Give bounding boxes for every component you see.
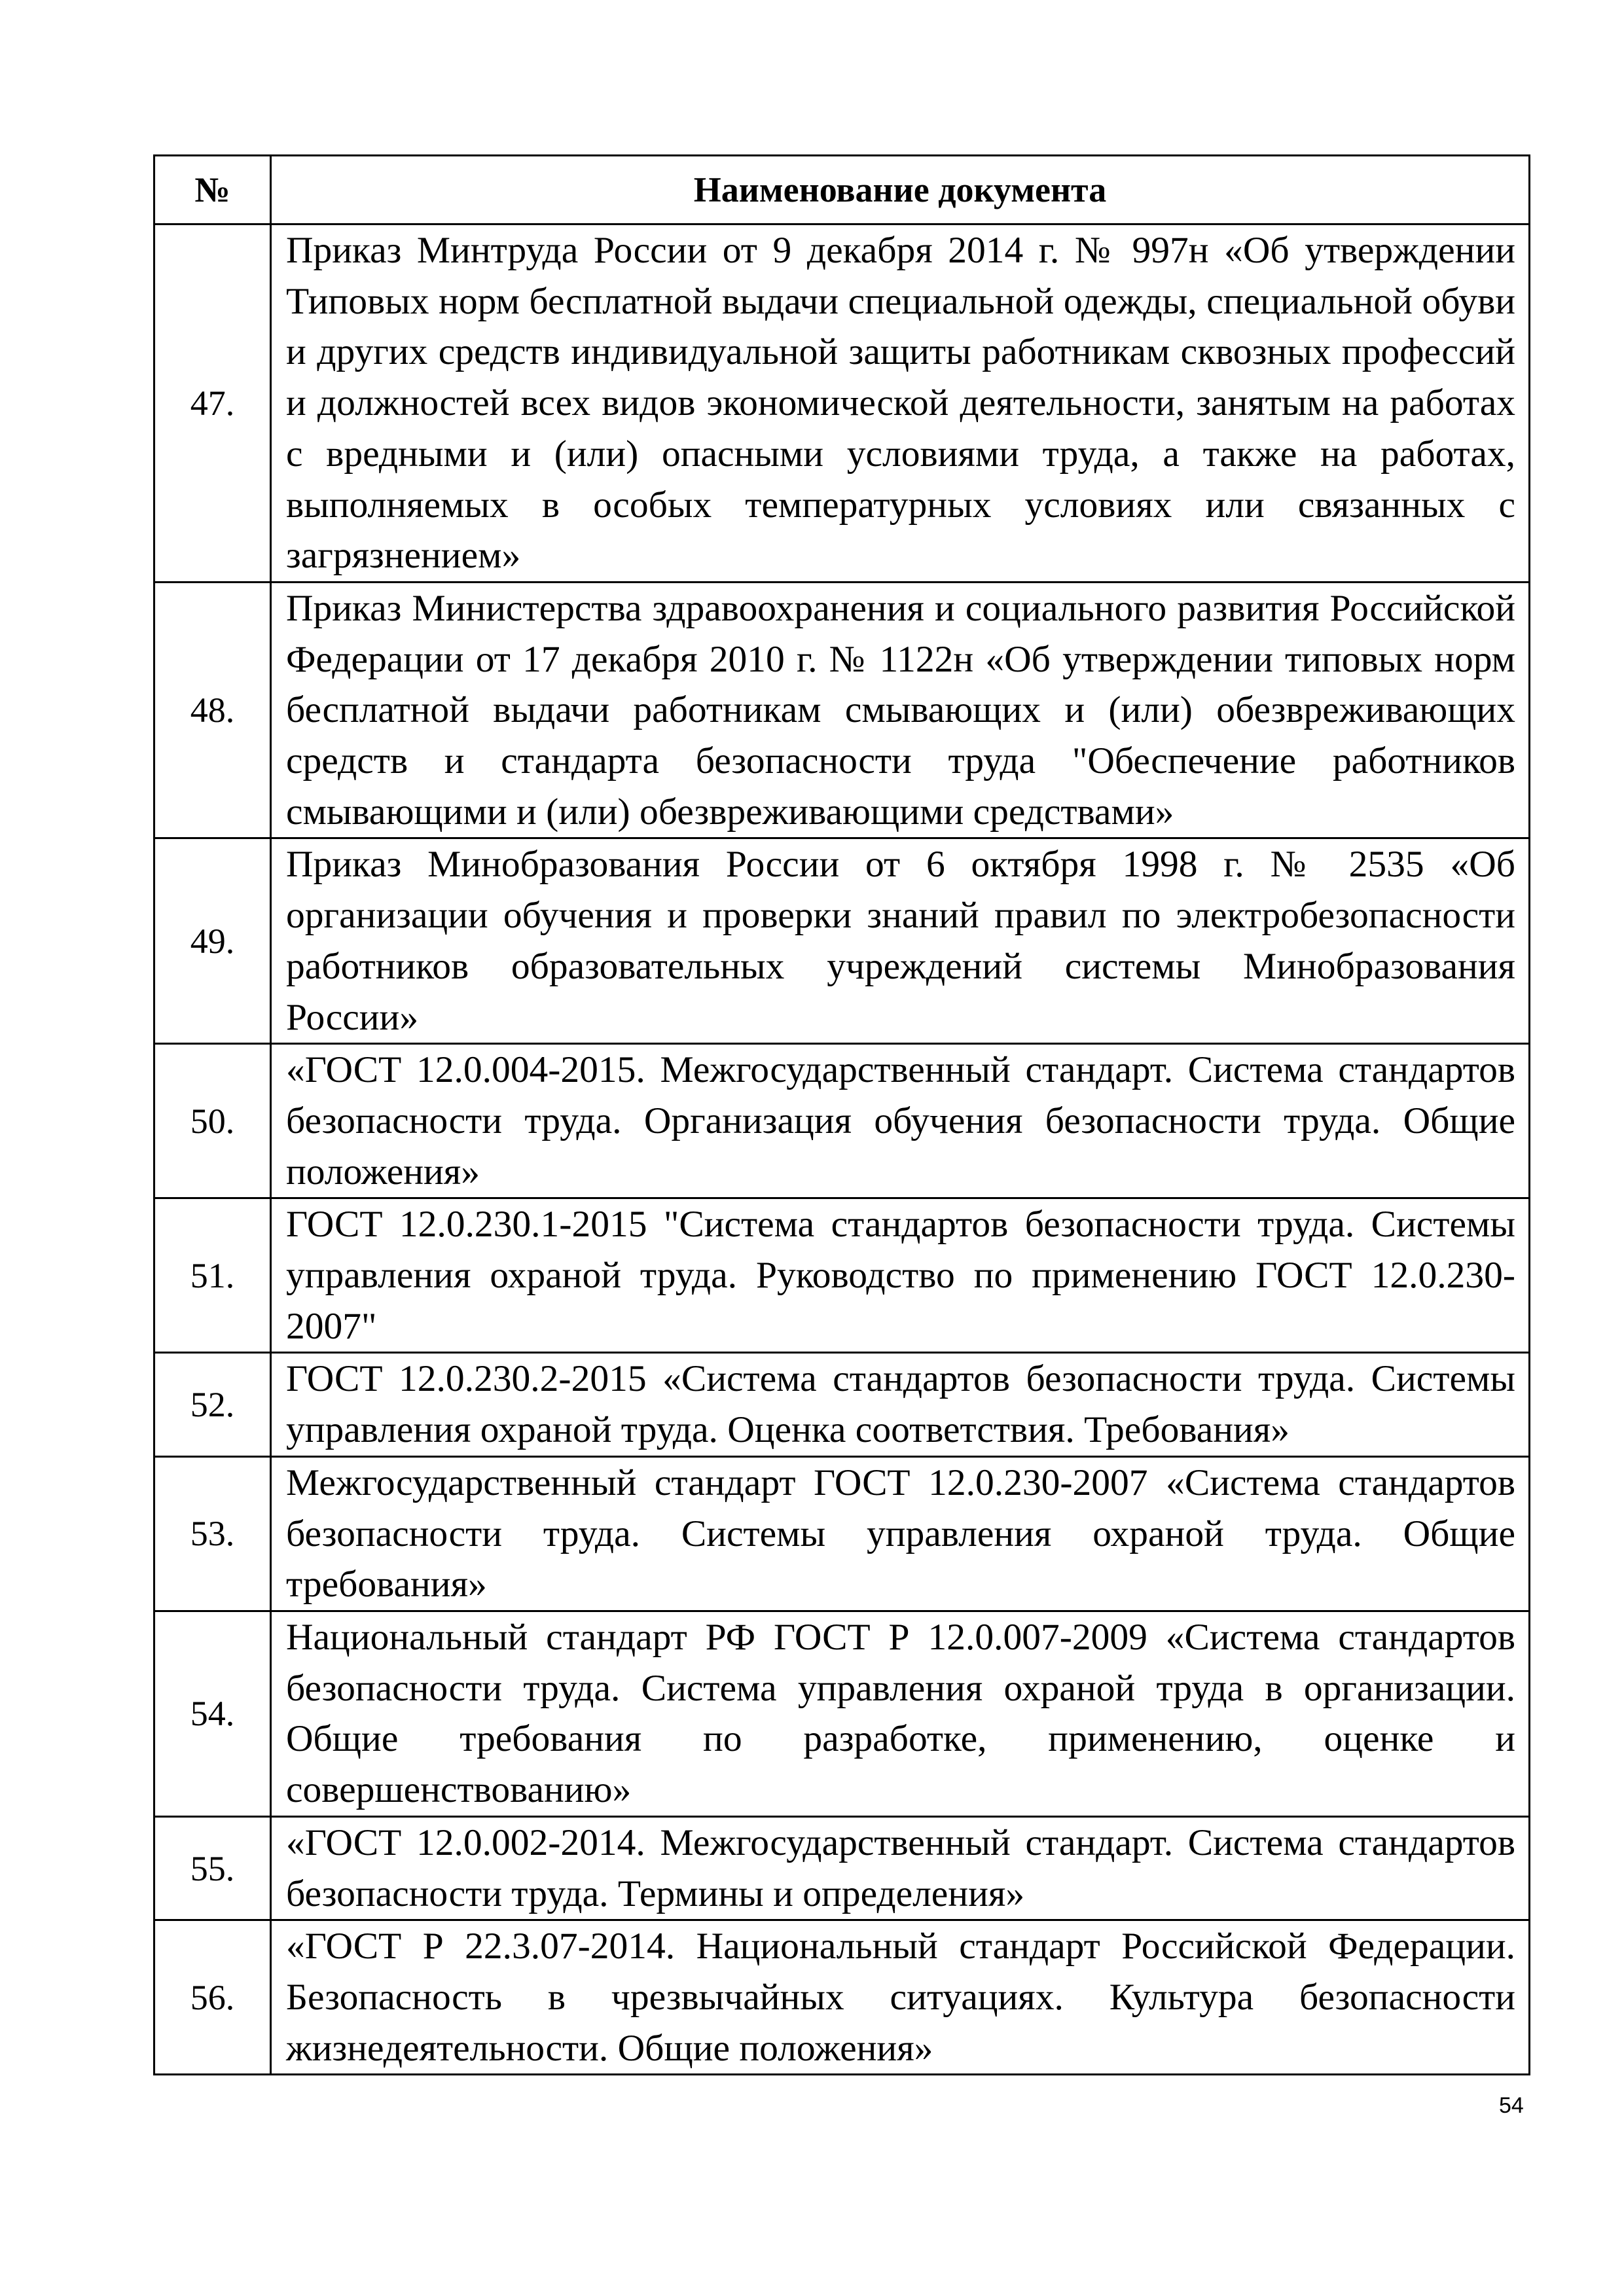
document-title: ГОСТ 12.0.230.2-2015 «Система стандартов безопасности труда. Системы управления охраной труда. Оценка соответствия. Требования» [271, 1353, 1530, 1456]
row-number: 52. [154, 1353, 271, 1456]
document-title: «ГОСТ Р 22.3.07-2014. Национальный стандарт Российской Федерации. Безопасность в чрезвычайных ситуациях. Культура безопасности жизнедеятельности. Общие положения» [271, 1920, 1530, 2075]
row-number: 53. [154, 1456, 271, 1611]
table-row [154, 1198, 1530, 1353]
row-number: 55. [154, 1816, 271, 1920]
table-row [154, 1353, 1530, 1456]
row-number: 49. [154, 838, 271, 1044]
row-number: 48. [154, 582, 271, 838]
document-title: «ГОСТ 12.0.002-2014. Межгосударственный стандарт. Система стандартов безопасности труда. Термины и определения» [271, 1816, 1530, 1920]
row-number: 50. [154, 1044, 271, 1198]
table-header-row [154, 156, 1530, 224]
document-title: Национальный стандарт РФ ГОСТ Р 12.0.007-2009 «Система стандартов безопасности труда. Система управления охраной труда в организации. Общие требования по разработке, применению, оценке и совершенствованию» [271, 1611, 1530, 1816]
header-document-name: Наименование документа [271, 156, 1530, 224]
document-title: Приказ Минтруда России от 9 декабря 2014 г. № 997н «Об утверждении Типовых норм бесплатной выдачи специальной одежды, специальной обуви и других средств индивидуальной защиты работникам сквозных профессий и должностей всех видов экономической деятельности, занятым на работах с вредными и (или) опасными условиями труда, а также на работах, выполняемых в особых температурных условиях или связанных с загрязнением» [271, 224, 1530, 583]
table-row [154, 582, 1530, 838]
table-row [154, 1611, 1530, 1816]
table-row [154, 1816, 1530, 1920]
document-title: Межгосударственный стандарт ГОСТ 12.0.230-2007 «Система стандартов безопасности труда. Системы управления охраной труда. Общие требования» [271, 1456, 1530, 1611]
document-title: Приказ Министерства здравоохранения и социального развития Российской Федерации от 17 декабря 2010 г. № 1122н «Об утверждении типовых норм бесплатной выдачи работникам смывающих и (или) обезвреживающих средств и стандарта безопасности труда "Обеспечение работников смывающими и (или) обезвреживающими средствами» [271, 582, 1530, 838]
row-number: 47. [154, 224, 271, 583]
documents-table [153, 154, 1530, 2075]
table-row [154, 1920, 1530, 2075]
table-row [154, 1044, 1530, 1198]
row-number: 54. [154, 1611, 271, 1816]
header-number: № [154, 156, 271, 224]
document-title: «ГОСТ 12.0.004-2015. Межгосударственный стандарт. Система стандартов безопасности труда. Организация обучения безопасности труда. Общие положения» [271, 1044, 1530, 1198]
document-title: Приказ Минобразования России от 6 октября 1998 г. № 2535 «Об организации обучения и проверки знаний правил по электробезопасности работников образовательных учреждений системы Минобразования России» [271, 838, 1530, 1044]
page-number: 54 [1499, 2093, 1524, 2118]
table-row [154, 224, 1530, 583]
row-number: 56. [154, 1920, 271, 2075]
document-title: ГОСТ 12.0.230.1-2015 "Система стандартов безопасности труда. Системы управления охраной труда. Руководство по применению ГОСТ 12.0.230-2007" [271, 1198, 1530, 1353]
row-number: 51. [154, 1198, 271, 1353]
table-row [154, 1456, 1530, 1611]
table-row [154, 838, 1530, 1044]
